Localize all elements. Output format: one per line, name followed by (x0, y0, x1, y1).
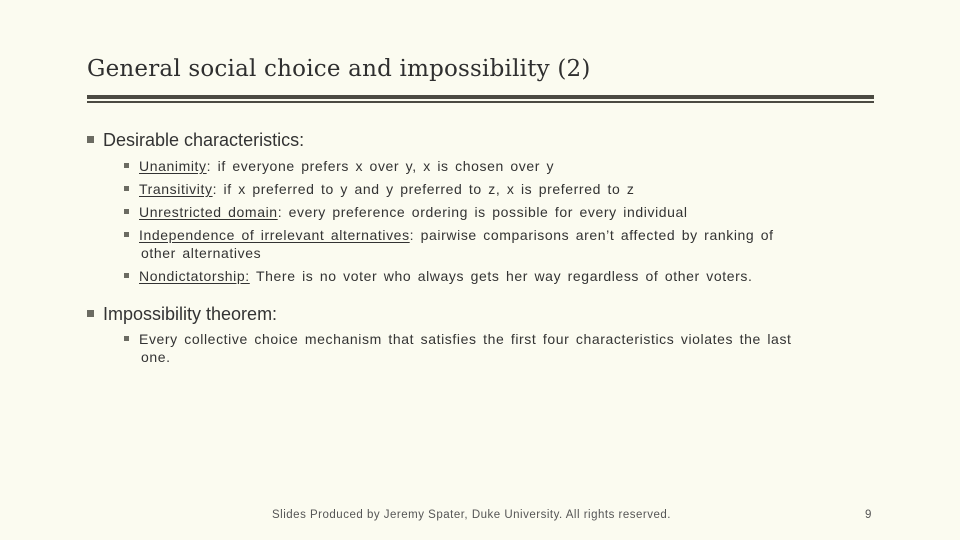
term-nondictatorship: Nondictatorship: (139, 268, 250, 284)
title-rule-thin (87, 101, 874, 103)
list-item (124, 181, 634, 197)
square-bullet-icon (124, 232, 129, 237)
list-item (124, 227, 774, 243)
item-continuation: other alternatives (141, 245, 262, 261)
list-item (124, 331, 792, 347)
bullet-desirable (87, 130, 304, 151)
title-rule-thick (87, 95, 874, 99)
square-bullet-icon (87, 310, 94, 317)
square-bullet-icon (124, 336, 129, 341)
item-text: : if everyone prefers x over y, x is chosen over y (206, 158, 555, 174)
term-unanimity: Unanimity (139, 158, 207, 174)
square-bullet-icon (124, 186, 129, 191)
square-bullet-icon (87, 136, 94, 143)
list-item (124, 158, 554, 174)
item-continuation: one. (141, 349, 171, 365)
slide-footer: Slides Produced by Jeremy Spater, Duke University. All rights reserved. (272, 509, 671, 521)
item-text: : every preference ordering is possible for every individual (277, 204, 688, 220)
page-number: 9 (865, 509, 872, 521)
bullet-desirable-text: Desirable characteristics: (103, 130, 305, 150)
list-item (124, 204, 688, 220)
item-text: There is no voter who always gets her way regardless of other voters. (249, 268, 753, 284)
term-unrestricted-domain: Unrestricted domain (139, 204, 278, 220)
item-text: : if x preferred to y and y preferred to z, x is preferred to z (212, 181, 635, 197)
bullet-impossibility (87, 304, 277, 325)
bullet-impossibility-text: Impossibility theorem: (103, 304, 278, 324)
square-bullet-icon (124, 209, 129, 214)
square-bullet-icon (124, 273, 129, 278)
term-iia: Independence of irrelevant alternatives (139, 227, 410, 243)
slide-title: General social choice and impossibility (2) (87, 56, 591, 82)
item-text: Every collective choice mechanism that satisfies the first four characteristics violates the last (139, 331, 792, 347)
item-text: : pairwise comparisons aren’t affected by ranking of (409, 227, 774, 243)
term-transitivity: Transitivity (139, 181, 213, 197)
square-bullet-icon (124, 163, 129, 168)
list-item (124, 268, 753, 284)
